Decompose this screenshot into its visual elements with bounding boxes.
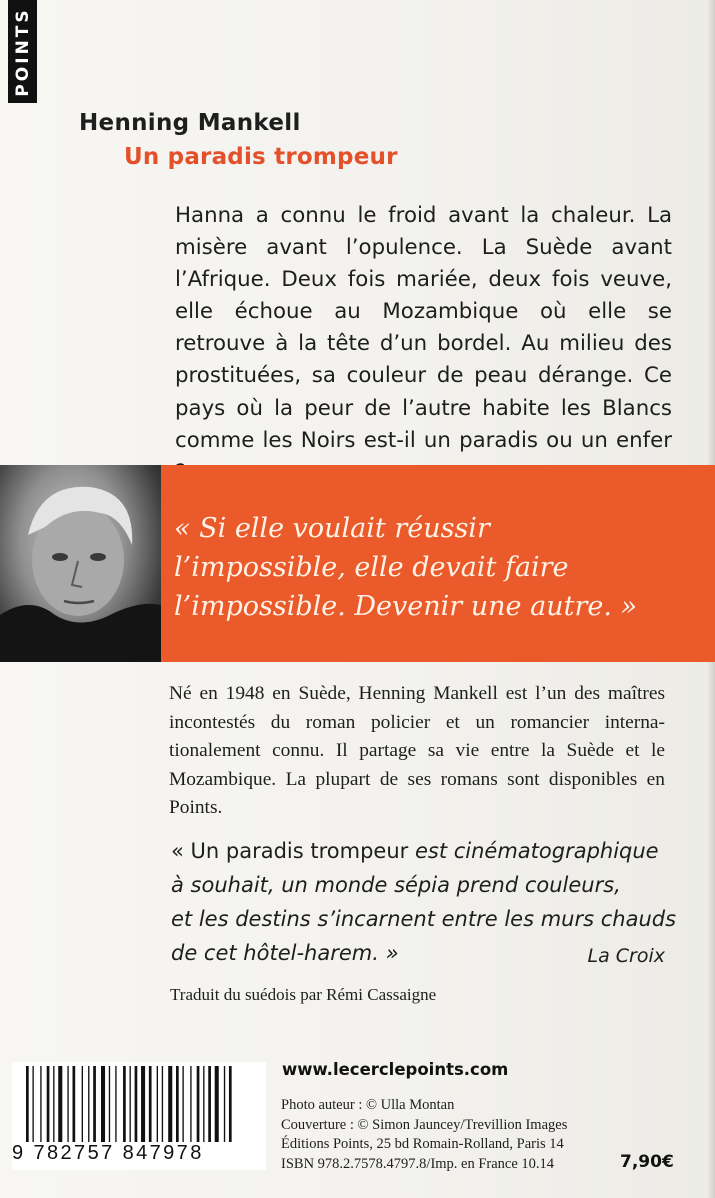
barcode-bar (176, 1066, 179, 1150)
barcode-bar (58, 1066, 62, 1150)
barcode-bar (197, 1066, 200, 1150)
barcode (12, 1062, 266, 1170)
barcode-bar (149, 1066, 152, 1150)
barcode-bar (224, 1066, 225, 1150)
blurb-text: Hanna a connu le froid avant la chaleur. La misère avant l’opulence. La Suède avant l’Afrique. Deux fois mariée, deux fois veuve, elle échoue au Mozambique où elle se retrouve à la tête d’un bordel. Au milieu des prostituées, sa couleur de peau dérange. Ce pays où la peur de l’autre habite les Blancs comme les Noirs est-il un paradis ou un enfer (175, 203, 672, 453)
barcode-bar (208, 1066, 211, 1150)
credits (281, 1096, 567, 1174)
barcode-bar (215, 1066, 219, 1150)
pull-quote-line: « Si elle voulait réussir (174, 513, 490, 544)
barcode-bar (203, 1066, 204, 1150)
author-photo (0, 465, 161, 662)
website-link[interactable]: www.lecerclepoints.com (282, 1060, 509, 1079)
barcode-bar (26, 1066, 29, 1150)
pull-quote-line: l’impossible. Devenir une autre. » (174, 591, 638, 622)
author-portrait-image (0, 465, 161, 662)
barcode-bar (82, 1066, 83, 1150)
barcode-bar (157, 1066, 158, 1150)
credit-line: Photo auteur : © Ulla Montan (281, 1097, 455, 1113)
barcode-bar (53, 1066, 54, 1150)
barcode-bar (135, 1066, 138, 1150)
barcode-bar (182, 1066, 183, 1150)
barcode-bar (67, 1066, 68, 1150)
credit-line: ISBN 978.2.7578.4797.8/Imp. en France 10.14 (281, 1155, 555, 1172)
press-source: La Croix (587, 945, 665, 967)
translator-credit: Traduit du suédois par Rémi Cassaigne (170, 985, 437, 1004)
pull-quote-line: l’impossible, elle devait faire (174, 552, 569, 583)
barcode-bar (93, 1066, 96, 1150)
barcode-bar (40, 1066, 41, 1150)
barcode-bar (47, 1066, 50, 1150)
press-quote-italic: est cinématographique (414, 839, 659, 863)
barcode-bar (141, 1066, 145, 1150)
barcode-bar (32, 1066, 33, 1150)
author-name: Henning Mankell (79, 110, 301, 136)
barcode-digits: 9 782757 847978 (12, 1142, 266, 1165)
barcode-bar (101, 1066, 105, 1150)
series-tab (8, 0, 37, 103)
pull-quote (174, 509, 694, 626)
credit-line: Couverture : © Simon Jauncey/Trevillion Images (281, 1116, 568, 1133)
barcode-bar (190, 1066, 191, 1150)
barcode-bar (168, 1066, 172, 1150)
barcode-bar (109, 1066, 110, 1150)
press-quote-line: et les destins s’incarnent entre les murs chauds (171, 907, 677, 931)
press-quote-line: à souhait, un monde sépia prend couleurs, (171, 873, 621, 897)
barcode-bar (229, 1066, 232, 1150)
press-quote-line (171, 834, 671, 868)
author-bio: Né en 1948 en Suède, Henning Mankell est l’un des maîtres incontestés du roman policier et un romancier internationalement connu. Il partage sa vie entre la Suède et le Mozambique. La plupart de ses romans sont disponibles en Points. (169, 683, 665, 819)
press-quote-roman: « Un paradis trompeur (171, 839, 415, 863)
series-label: POINTS (12, 6, 33, 97)
book-title: Un paradis trompeur (124, 144, 398, 170)
price: 7,90€ (620, 1152, 674, 1172)
barcode-bar (162, 1066, 163, 1150)
quote-band (161, 465, 715, 662)
credit-line: Éditions Points, 25 bd Romain-Rolland, Paris 14 (281, 1136, 564, 1152)
barcode-bar (115, 1066, 116, 1150)
press-quote-line: de cet hôtel-harem. » (171, 941, 399, 965)
barcode-bar (73, 1066, 76, 1150)
barcode-bar (123, 1066, 126, 1150)
barcode-bar (130, 1066, 131, 1150)
barcode-bars (26, 1066, 258, 1150)
barcode-bar (88, 1066, 89, 1150)
